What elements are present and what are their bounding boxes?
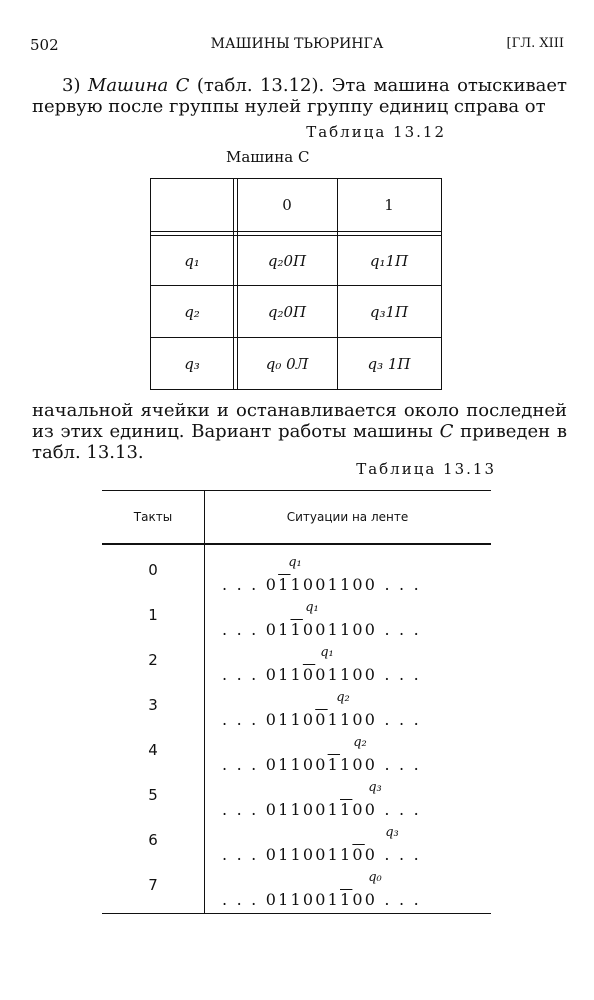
- tape-right: 00 . . .: [352, 800, 421, 819]
- step-number: 1: [148, 606, 158, 624]
- tape-left: . . . 0: [222, 575, 279, 594]
- tape-left: . . . 01: [222, 620, 291, 639]
- table-divider: [233, 179, 234, 389]
- chapter-label: [ГЛ. XIII: [506, 36, 564, 51]
- tape-left: . . . 0110: [222, 710, 316, 729]
- tape-head-cell: 0: [302, 665, 316, 684]
- tape-content: [222, 575, 421, 594]
- table-row: [102, 825, 491, 870]
- tape-left: . . . 011001: [222, 800, 340, 819]
- tape-left: . . . 011: [222, 665, 303, 684]
- table-cell: q₀ 0Л: [265, 354, 309, 373]
- table-caption: Таблица 13.12: [306, 123, 446, 141]
- tape-content: [222, 890, 421, 909]
- step-number: 5: [148, 786, 158, 804]
- machine-letter: С: [439, 421, 454, 442]
- table-caption: Таблица 13.13: [356, 460, 496, 478]
- tape-content: [222, 845, 421, 864]
- transition-table: [150, 178, 442, 390]
- paragraph-continued: [32, 400, 567, 463]
- state-label: q₁: [184, 251, 200, 270]
- paragraph-intro: [32, 75, 567, 117]
- state-label: q₂: [184, 302, 200, 321]
- tape-situations-table: [102, 490, 491, 914]
- step-number: 0: [148, 561, 158, 579]
- table-cell: q₃ 1П: [367, 354, 411, 373]
- step-number: 3: [148, 696, 158, 714]
- page-number: 502: [30, 36, 59, 54]
- step-number: 4: [148, 741, 158, 759]
- head-state: q₁: [288, 555, 302, 570]
- head-state: q₁: [305, 600, 319, 615]
- tape-head-cell: 1: [327, 755, 341, 774]
- item-number: 3): [62, 75, 81, 96]
- tape-left: . . . 011001: [222, 890, 340, 909]
- tape-right: 100 . . .: [340, 755, 421, 774]
- paragraph-text: начальной ячейки и останавливается около последней из этих единиц. Вариант работы машины: [32, 400, 567, 442]
- table-cell: q₁1П: [369, 251, 409, 270]
- tape-right: 00 . . .: [352, 890, 421, 909]
- column-header: Ситуации на ленте: [286, 510, 409, 524]
- tape-left: . . . 0110011: [222, 845, 353, 864]
- state-label: q₃: [184, 354, 200, 373]
- table-cell: q₂0П: [267, 302, 307, 321]
- table-divider: [151, 231, 441, 232]
- column-header: 0: [282, 196, 292, 214]
- table-row: [102, 735, 491, 780]
- tape-right: 001100 . . .: [302, 620, 421, 639]
- step-number: 6: [148, 831, 158, 849]
- tape-head-cell: 1: [290, 620, 303, 639]
- table-row: [102, 690, 491, 735]
- table-row: [102, 780, 491, 825]
- head-state: q₃: [368, 780, 382, 795]
- tape-content: [222, 755, 421, 774]
- head-state: q₃: [385, 825, 399, 840]
- table-row: [102, 645, 491, 690]
- table-cell: q₃1П: [369, 302, 409, 321]
- running-title: МАШИНЫ ТЬЮРИНГА: [210, 36, 384, 52]
- head-state: q₂: [353, 735, 367, 750]
- table-cell: q₂0П: [267, 251, 307, 270]
- machine-name: Машина С: [87, 75, 190, 96]
- step-number: 7: [148, 876, 158, 894]
- tape-head-cell: 0: [352, 845, 365, 864]
- paragraph-text: приведен в табл. 13.13.: [32, 421, 567, 463]
- table-row: [102, 870, 491, 915]
- tape-right: 1001100 . . .: [290, 575, 421, 594]
- tape-right: 1100 . . .: [327, 710, 421, 729]
- table-row: [102, 600, 491, 645]
- tape-right: 0 . . .: [364, 845, 421, 864]
- tape-head-cell: 1: [278, 575, 291, 594]
- tape-left: . . . 01100: [222, 755, 328, 774]
- tape-content: [222, 620, 421, 639]
- tape-head-cell: 0: [315, 710, 328, 729]
- head-state: q₂: [336, 690, 350, 705]
- paragraph-text: (табл. 13.12). Эта машина отыскивает первую после группы нулей группу единиц справа от: [32, 75, 567, 117]
- column-header: 1: [384, 196, 394, 214]
- step-number: 2: [148, 651, 158, 669]
- table-row: [102, 555, 491, 600]
- table-subtitle: Машина С: [226, 148, 310, 166]
- tape-content: [222, 665, 421, 684]
- tape-content: [222, 710, 421, 729]
- table-divider: [102, 543, 491, 545]
- tape-content: [222, 800, 421, 819]
- tape-right: 01100 . . .: [315, 665, 421, 684]
- tape-head-cell: 1: [340, 890, 353, 909]
- head-state: q₀: [368, 870, 382, 885]
- tape-head-cell: 1: [340, 800, 353, 819]
- column-header: Такты: [133, 510, 173, 524]
- head-state: q₁: [320, 645, 334, 660]
